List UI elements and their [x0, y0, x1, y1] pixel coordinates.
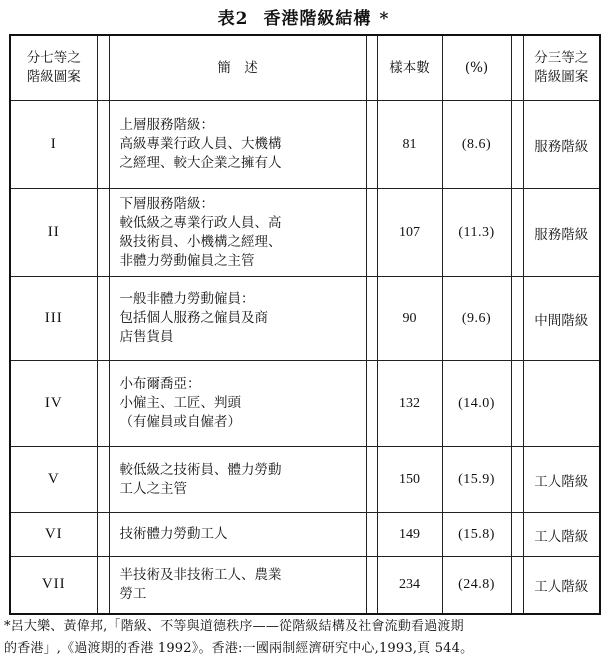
- description-line: 非體力勞動僱員之主管: [119, 252, 255, 269]
- description-line: 較低級之專業行政人員、高: [119, 214, 282, 231]
- table-row: [10, 101, 600, 189]
- table-row: [10, 361, 600, 447]
- class-description: [109, 277, 366, 361]
- class-description: [109, 361, 366, 447]
- header-three-class-line2: 階級圖案: [534, 69, 589, 85]
- class-roman: IV: [10, 361, 97, 447]
- table-row: [10, 189, 600, 277]
- header-spacer: [366, 35, 377, 101]
- percent: (24.8): [442, 557, 511, 614]
- footnote: [4, 616, 604, 660]
- footnote-line: *呂大樂、黃偉邦,「階級、不等與道德秩序——從階級結構及社會流動看過渡期: [4, 619, 464, 634]
- sample-size: 234: [377, 557, 442, 614]
- table-row: [10, 557, 600, 614]
- class-roman: V: [10, 447, 97, 513]
- table-row: [10, 447, 600, 513]
- row-spacer: [511, 557, 523, 614]
- class-description: [109, 189, 366, 277]
- description-line: 工人之主管: [119, 480, 187, 497]
- row-spacer: [511, 189, 523, 277]
- row-spacer: [511, 447, 523, 513]
- class-description: [109, 513, 366, 557]
- three-class: 工人階級: [523, 513, 600, 557]
- percent: (15.9): [442, 447, 511, 513]
- row-spacer: [366, 101, 377, 189]
- class-roman: I: [10, 101, 97, 189]
- percent: (14.0): [442, 361, 511, 447]
- description-line: （有僱員或自僱者）: [119, 414, 241, 430]
- percent: (11.3): [442, 189, 511, 277]
- three-class: 中間階級: [523, 277, 600, 361]
- class-description: [109, 101, 366, 189]
- class-roman: VII: [10, 557, 97, 614]
- row-spacer: [511, 101, 523, 189]
- row-spacer: [97, 101, 109, 189]
- row-spacer: [366, 189, 377, 277]
- description-line: 店售貨員: [119, 329, 174, 345]
- description-line: 之經理、較大企業之擁有人: [119, 155, 282, 171]
- description-line: 上層服務階級：: [119, 117, 214, 133]
- row-spacer: [511, 277, 523, 361]
- class-structure-table: [9, 34, 601, 615]
- footnote-mark: *: [379, 9, 390, 29]
- row-spacer: [366, 447, 377, 513]
- row-spacer: [511, 361, 523, 447]
- description-line: 小布爾喬亞：: [119, 376, 201, 392]
- sample-size: 90: [377, 277, 442, 361]
- row-spacer: [97, 447, 109, 513]
- footnote-line: 的香港」,《過渡期的香港 1992》。香港:一國兩制經濟研究中心,1993,頁 544。: [4, 641, 474, 656]
- description-line: 半技術及非技術工人、農業: [119, 566, 282, 583]
- sample-size: 132: [377, 361, 442, 447]
- description-line: 較低級之技術員、體力勞動: [119, 461, 282, 478]
- row-spacer: [366, 277, 377, 361]
- row-spacer: [97, 513, 109, 557]
- sample-size: 107: [377, 189, 442, 277]
- header-percent: (%): [442, 35, 511, 101]
- row-spacer: [366, 513, 377, 557]
- table-title-text: 香港階級結構: [263, 9, 372, 29]
- description-line: 小僱主、工匠、判頭: [119, 395, 241, 411]
- header-spacer: [511, 35, 523, 101]
- class-roman: VI: [10, 513, 97, 557]
- sample-size: 149: [377, 513, 442, 557]
- description-line: 一般非體力勞動僱員：: [119, 291, 255, 307]
- description-line: 包括個人服務之僱員及商: [119, 310, 268, 326]
- row-spacer: [366, 557, 377, 614]
- percent: (15.8): [442, 513, 511, 557]
- row-spacer: [97, 189, 109, 277]
- header-seven-class-line1: 分七等之: [26, 50, 81, 66]
- table-number: 表2: [217, 9, 249, 29]
- class-roman: III: [10, 277, 97, 361]
- row-spacer: [366, 361, 377, 447]
- header-three-class-line1: 分三等之: [534, 50, 589, 66]
- header-description: 簡 述: [109, 35, 366, 101]
- table-row: [10, 277, 600, 361]
- class-roman: II: [10, 189, 97, 277]
- class-description: [109, 557, 366, 614]
- three-class: 服務階級: [523, 101, 600, 189]
- table-title: [0, 4, 607, 29]
- row-spacer: [97, 557, 109, 614]
- three-class: [523, 361, 600, 447]
- class-description: [109, 447, 366, 513]
- description-line: 高級專業行政人員、大機構: [119, 136, 282, 152]
- description-line: 技術體力勞動工人: [119, 526, 228, 542]
- row-spacer: [97, 277, 109, 361]
- header-seven-class-line2: 階級圖案: [26, 69, 81, 85]
- header-three-class: [523, 35, 600, 101]
- percent: (9.6): [442, 277, 511, 361]
- description-line: 下層服務階級：: [119, 195, 214, 212]
- description-line: 勞工: [119, 585, 147, 602]
- percent: (8.6): [442, 101, 511, 189]
- row-spacer: [97, 361, 109, 447]
- header-seven-class: [10, 35, 97, 101]
- table-row: [10, 513, 600, 557]
- sample-size: 150: [377, 447, 442, 513]
- header-row: [10, 35, 600, 101]
- sample-size: 81: [377, 101, 442, 189]
- header-spacer: [97, 35, 109, 101]
- header-sample-size: 樣本數: [377, 35, 442, 101]
- three-class: 服務階級: [523, 189, 600, 277]
- row-spacer: [511, 513, 523, 557]
- three-class: 工人階級: [523, 447, 600, 513]
- three-class: 工人階級: [523, 557, 600, 614]
- description-line: 級技術員、小機構之經理、: [119, 233, 282, 250]
